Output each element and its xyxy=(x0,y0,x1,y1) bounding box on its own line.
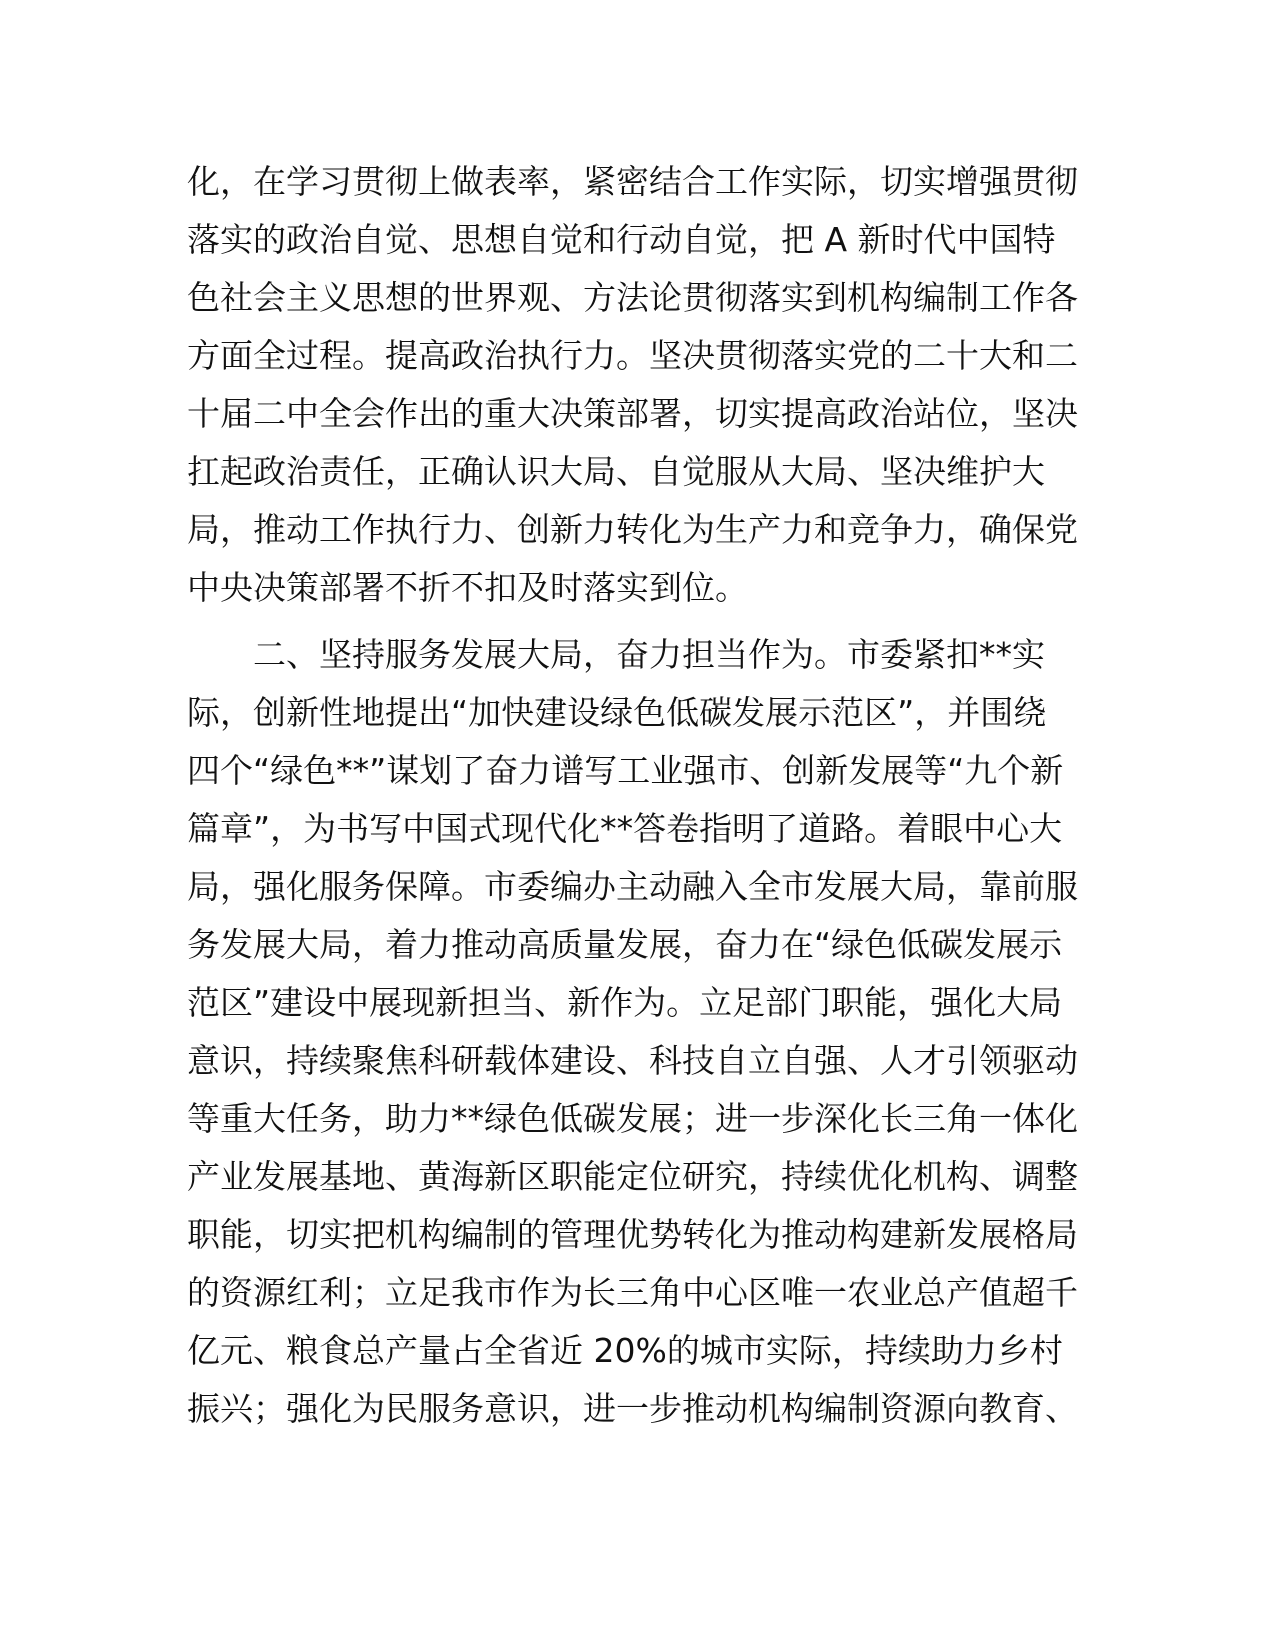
text-line: 亿元、粮食总产量占全省近 20%的城市实际，持续助力乡村 xyxy=(187,1331,1063,1370)
text-line: 务发展大局，着力推动高质量发展，奋力在“绿色低碳发展示 xyxy=(187,925,1063,964)
text-line: 方面全过程。提高政治执行力。坚决贯彻落实党的二十大和二 xyxy=(187,336,1078,375)
text-line: 十届二中全会作出的重大决策部署，切实提高政治站位，坚决 xyxy=(187,394,1078,433)
text-line: 职能，切实把机构编制的管理优势转化为推动构建新发展格局 xyxy=(187,1215,1078,1254)
paragraph-first-line: 二、坚持服务发展大局，奋力担当作为。市委紧扣**实 xyxy=(253,635,1045,674)
text-line: 局，强化服务保障。市委编办主动融入全市发展大局，靠前服 xyxy=(187,867,1078,906)
text-line: 中央决策部署不折不扣及时落实到位。 xyxy=(187,568,748,607)
text-line: 扛起政治责任，正确认识大局、自觉服从大局、坚决维护大 xyxy=(187,452,1045,491)
text-line: 色社会主义思想的世界观、方法论贯彻落实到机构编制工作各 xyxy=(187,278,1078,317)
text-line: 的资源红利；立足我市作为长三角中心区唯一农业总产值超千 xyxy=(187,1273,1078,1312)
text-line: 篇章”，为书写中国式现代化**答卷指明了道路。着眼中心大 xyxy=(187,809,1063,848)
text-line: 意识，持续聚焦科研载体建设、科技自立自强、人才引领驱动 xyxy=(187,1041,1078,1080)
text-line: 范区”建设中展现新担当、新作为。立足部门职能，强化大局 xyxy=(187,983,1063,1022)
text-line: 振兴；强化为民服务意识，进一步推动机构编制资源向教育、 xyxy=(187,1389,1078,1428)
text-line: 产业发展基地、黄海新区职能定位研究，持续优化机构、调整 xyxy=(187,1157,1078,1196)
body-text xyxy=(187,153,1087,1438)
text-line: 落实的政治自觉、思想自觉和行动自觉，把 A 新时代中国特 xyxy=(187,220,1056,259)
text-line: 四个“绿色**”谋划了奋力谱写工业强市、创新发展等“九个新 xyxy=(187,751,1064,790)
text-line: 化，在学习贯彻上做表率，紧密结合工作实际，切实增强贯彻 xyxy=(187,162,1078,201)
text-line: 局，推动工作执行力、创新力转化为生产力和竞争力，确保党 xyxy=(187,510,1078,549)
text-line: 际，创新性地提出“加快建设绿色低碳发展示范区”，并围绕 xyxy=(187,693,1047,732)
text-line: 等重大任务，助力**绿色低碳发展；进一步深化长三角一体化 xyxy=(187,1099,1078,1138)
